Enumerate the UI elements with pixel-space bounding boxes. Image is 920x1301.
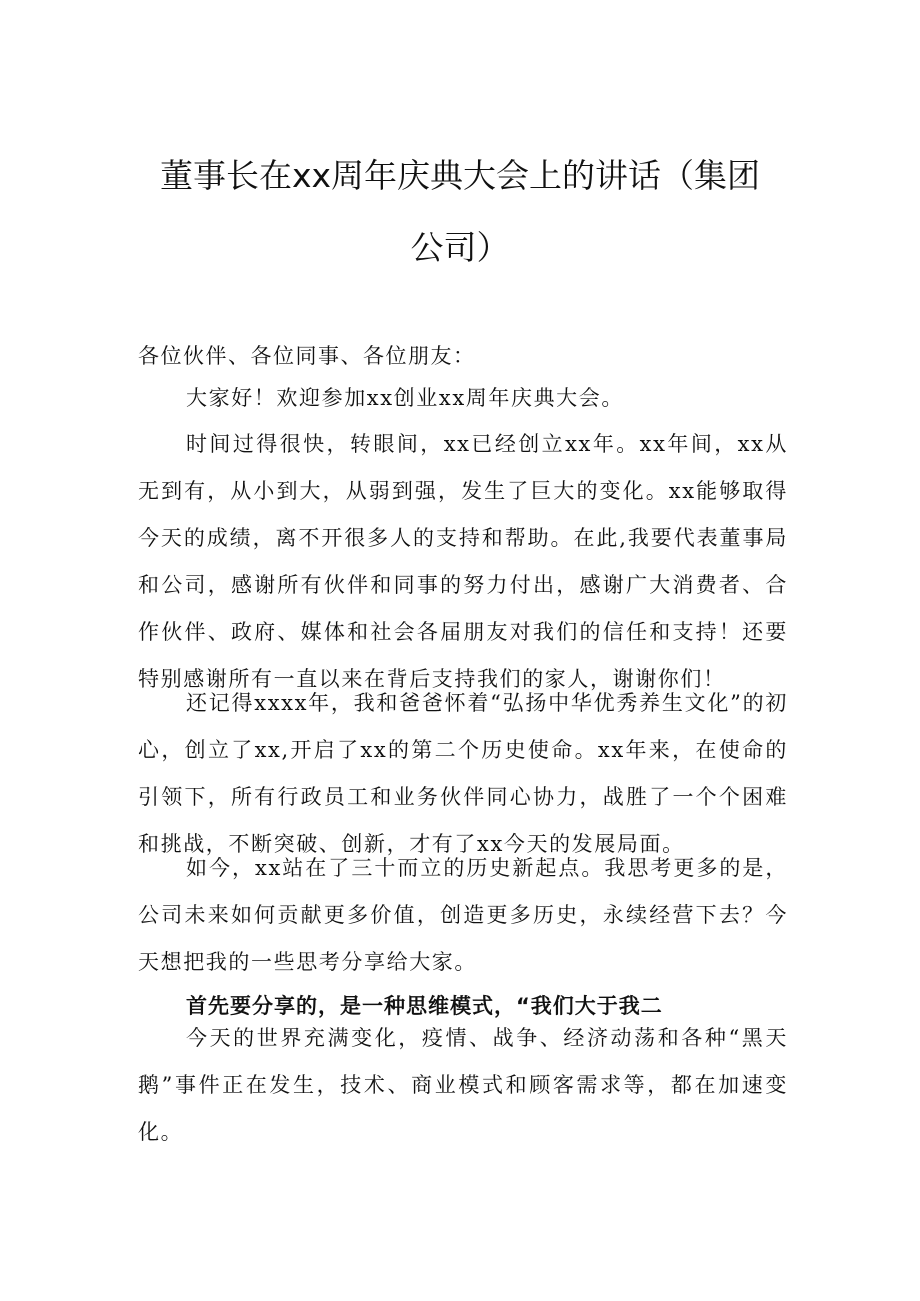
document-title-line-2: 公司）: [410, 228, 510, 267]
paragraph-history: 还记得xxxx年，我和爸爸怀着“弘扬中华优秀养生文化”的初心，创立了xx,开启了xx的第二个历史使命。xx年来，在使命的引领下，所有行政员工和业务伙伴同心协力，战胜了一个个困难和挑战，不断突破、创新，才有了xx今天的发展局面。: [138, 691, 788, 856]
section-heading: 首先要分享的，是一种思维模式，“我们大于我二: [186, 994, 663, 1018]
paragraph-future: 如今，xx站在了三十而立的历史新起点。我思考更多的是，公司未来如何贡献更多价值，创造更多历史，永续经营下去？今天想把我的一些思考分享给大家。: [138, 856, 788, 974]
document-title-line-1: 董事长在xx周年庆典大会上的讲话（集团: [159, 156, 761, 195]
salutation: 各位伙伴、各位同事、各位朋友：: [138, 344, 476, 368]
paragraph-world-change: 今天的世界充满变化，疫情、战争、经济动荡和各种“黑天鹅”事件正在发生，技术、商业模式和顾客需求等，都在加速变化。: [138, 1026, 788, 1144]
paragraph-thanks: 时间过得很快，转眼间，xx已经创立xx年。xx年间，xx从无到有，从小到大，从弱到强，发生了巨大的变化。xx能够取得今天的成绩，离不开很多人的支持和帮助。在此,我要代表董事局和公司，感谢所有伙伴和同事的努力付出，感谢广大消费者、合作伙伴、政府、媒体和社会各届朋友对我们的信任和支持！还要特别感谢所有一直以来在背后支持我们的家人，谢谢你们！: [138, 432, 788, 691]
paragraph-greeting: 大家好！欢迎参加xx创业xx周年庆典大会。: [186, 386, 624, 410]
